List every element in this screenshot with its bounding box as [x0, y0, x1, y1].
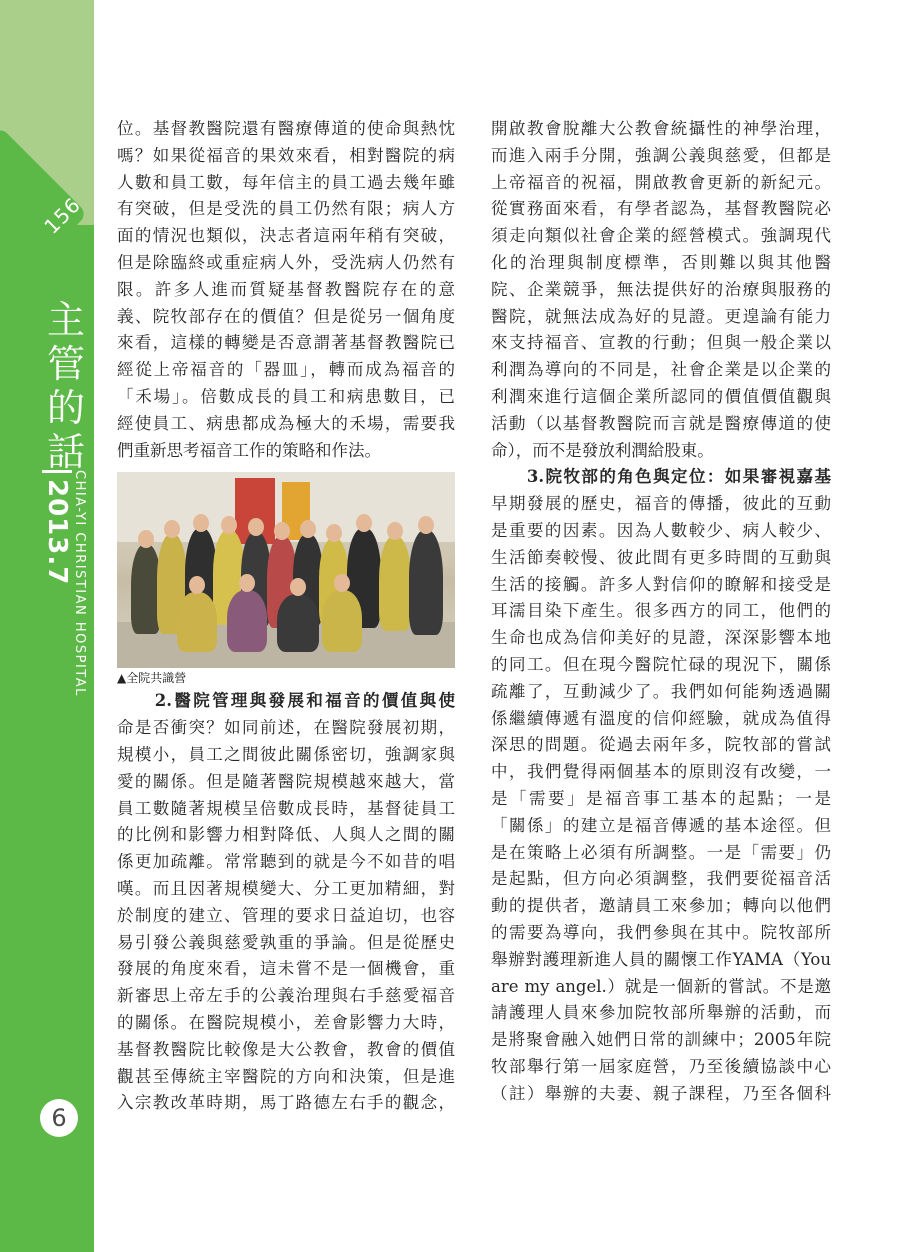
- text-line: 利潤為導向的不同是，社會企業是以企業的: [491, 360, 831, 380]
- photo-person: [277, 594, 319, 652]
- text-line: 易引發公義與慈愛孰重的爭論。但是從歷史: [117, 932, 455, 952]
- text-line: 員工數隨著規模呈倍數成長時，基督徒員工: [117, 798, 455, 818]
- hospital-name: CHIA-YI CHRISTIAN HOSPITAL: [72, 470, 87, 697]
- right-paragraph-1: [491, 116, 831, 464]
- text-line: 早期發展的歷史，福音的傳播，彼此的互動: [491, 494, 831, 514]
- right-column: [491, 116, 831, 1107]
- text-line: 規模小，員工之間彼此關係密切，強調家與: [117, 744, 455, 764]
- text-line: 牧部舉行第一屆家庭營，乃至後續協談中心: [491, 1056, 831, 1076]
- text-line: 3.院牧部的角色與定位：如果審視嘉基: [491, 467, 831, 487]
- text-line: 2.醫院管理與發展和福音的價值與使: [117, 691, 455, 711]
- text-line: 上帝福音的祝福，開啟教會更新的新紀元。: [491, 172, 831, 192]
- text-line: 中，我們覺得兩個基本的原則沒有改變，一: [491, 762, 831, 782]
- text-line: 入宗教改革時期，馬丁路德左右手的觀念，: [117, 1093, 455, 1113]
- text-line: 從實務面來看，有學者認為，基督教醫院必: [491, 199, 831, 219]
- column-title: [41, 298, 91, 474]
- text-line: 「禾場」。倍數成長的員工和病患數目，已: [117, 386, 455, 406]
- text-line: 化的治理與制度標準，否則難以與其他醫: [491, 252, 831, 272]
- issue-number: 156: [39, 192, 86, 239]
- left-column: [117, 116, 455, 1117]
- text-line: 耳濡目染下產生。很多西方的同工，他們的: [491, 601, 831, 621]
- text-line: 是在策略上必須有所調整。一是「需要」仍: [491, 842, 831, 862]
- photo-person: [227, 590, 267, 652]
- photo-caption: ▲全院共識營: [117, 671, 187, 686]
- text-line: 疏離了，互動減少了。我們如何能夠透過關: [491, 681, 831, 701]
- text-line: 命），而不是發放利潤給股東。: [491, 440, 714, 460]
- text-line: 人數和員工數，每年信主的員工過去幾年雖: [117, 172, 455, 192]
- text-line: 是「需要」是福音事工基本的起點；一是: [491, 788, 831, 808]
- text-line: 發展的角度來看，這未嘗不是一個機會，重: [117, 959, 455, 979]
- text-line: 有突破，但是受洗的員工仍然有限；病人方: [117, 199, 455, 219]
- column-title-char: 的: [46, 386, 85, 430]
- photo-person: [177, 592, 217, 652]
- text-line: 舉辦對護理新進人員的關懷工作YAMA（You: [491, 949, 831, 969]
- text-line: 的關係。在醫院規模小，差會影響力大時，: [117, 1012, 455, 1032]
- left-paragraph-2: [117, 688, 455, 1117]
- text-line: 生活節奏較慢、彼此間有更多時間的互動與: [491, 547, 831, 567]
- text-line: 深思的問題。從過去兩年多，院牧部的嘗試: [491, 735, 831, 755]
- issue-date: 2013.7: [42, 470, 72, 585]
- text-line: 新審思上帝左手的公義治理與右手慈愛福音: [117, 986, 455, 1006]
- text-line: 嗎？如果從福音的果效來看，相對醫院的病: [117, 145, 455, 165]
- column-title-char: 管: [46, 342, 85, 386]
- text-line: 但是除臨終或重症病人外，受洗病人仍然有: [117, 252, 455, 272]
- text-line: 的需要為導向，我們參與在其中。院牧部所: [491, 922, 831, 942]
- text-line: 醫院，就無法成為好的見證。更遑論有能力: [491, 306, 831, 326]
- text-line: 須走向類似社會企業的經營模式。強調現代: [491, 226, 831, 246]
- text-line: 動的提供者，邀請員工來參加；轉向以他們: [491, 896, 831, 916]
- text-line: 命是否衝突？如同前述，在醫院發展初期，: [117, 718, 455, 738]
- photo-person: [409, 530, 443, 635]
- text-line: 活動（以基督教醫院而言就是醫療傳道的使: [491, 413, 831, 433]
- text-line: 嘆。而且因著規模變大、分工更加精細，對: [117, 878, 455, 898]
- text-line: 來支持福音、宣教的行動；但與一般企業以: [491, 333, 831, 353]
- text-line: 於制度的建立、管理的要求日益迫切，也容: [117, 905, 455, 925]
- text-line: 是重要的因素。因為人數較少、病人較少、: [491, 520, 831, 540]
- text-line: 面的情況也類似，決志者這兩年稍有突破，: [117, 226, 455, 246]
- text-line: are my angel.）就是一個新的嘗試。不是邀: [491, 976, 831, 996]
- photo-person: [379, 536, 411, 631]
- right-paragraph-2: [491, 464, 831, 1107]
- text-line: 經從上帝福音的「器皿」，轉而成為福音的: [117, 360, 455, 380]
- page-number: 6: [40, 1099, 78, 1137]
- sidebar: [0, 0, 94, 1252]
- left-paragraph-1: [117, 116, 455, 464]
- photo-person: [322, 590, 362, 652]
- text-line: 來看，這樣的轉變是否意謂著基督教醫院已: [117, 333, 455, 353]
- text-line: 愛的關係。但是隨著醫院規模越來越大，當: [117, 771, 455, 791]
- text-line: 是將聚會融入她們日常的訓練中；2005年院: [491, 1030, 831, 1050]
- text-line: 義、院牧部存在的價值？但是從另一個角度: [117, 306, 455, 326]
- text-line: 請護理人員來參加院牧部所舉辦的活動，而: [491, 1003, 831, 1023]
- column-title-char: 主: [46, 298, 85, 342]
- text-line: 的比例和影響力相對降低、人與人之間的關: [117, 825, 455, 845]
- text-line: 觀甚至傳統主宰醫院的方向和決策，但是進: [117, 1066, 455, 1086]
- text-line: 們重新思考福音工作的策略和作法。: [117, 440, 381, 460]
- text-line: （註）舉辦的夫妻、親子課程，乃至各個科: [491, 1083, 831, 1103]
- text-line: 「關係」的建立是福音傳遞的基本途徑。但: [491, 815, 831, 835]
- text-line: 生活的接觸。許多人對信仰的瞭解和接受是: [491, 574, 831, 594]
- text-line: 是起點，但方向必須調整，我們要從福音活: [491, 869, 831, 889]
- text-line: 位。基督教醫院還有醫療傳道的使命與熱忱: [117, 119, 455, 138]
- text-line: 限。許多人進而質疑基督教醫院存在的意: [117, 279, 455, 299]
- text-line: 係更加疏離。常常聽到的就是今不如昔的唱: [117, 852, 455, 872]
- text-line: 基督教醫院比較像是大公教會，教會的價值: [117, 1039, 455, 1059]
- text-line: 院、企業競爭，無法提供好的治療與服務的: [491, 279, 831, 299]
- text-line: 生命也成為信仰美好的見證，深深影響本地: [491, 628, 831, 648]
- text-line: 的同工。但在現今醫院忙碌的現況下，關係: [491, 654, 831, 674]
- text-line: 利潤來進行這個企業所認同的價值價值觀與: [491, 386, 831, 406]
- group-photo: [117, 472, 455, 668]
- text-line: 而進入兩手分開，強調公義與慈愛，但都是: [491, 145, 831, 165]
- text-line: 係繼續傳遞有溫度的信仰經驗，就成為值得: [491, 708, 831, 728]
- text-line: 開啟教會脫離大公教會統攝性的神學治理，: [491, 119, 831, 138]
- text-line: 經使員工、病患都成為極大的禾場，需要我: [117, 413, 455, 433]
- column-title-char: 話: [46, 430, 85, 474]
